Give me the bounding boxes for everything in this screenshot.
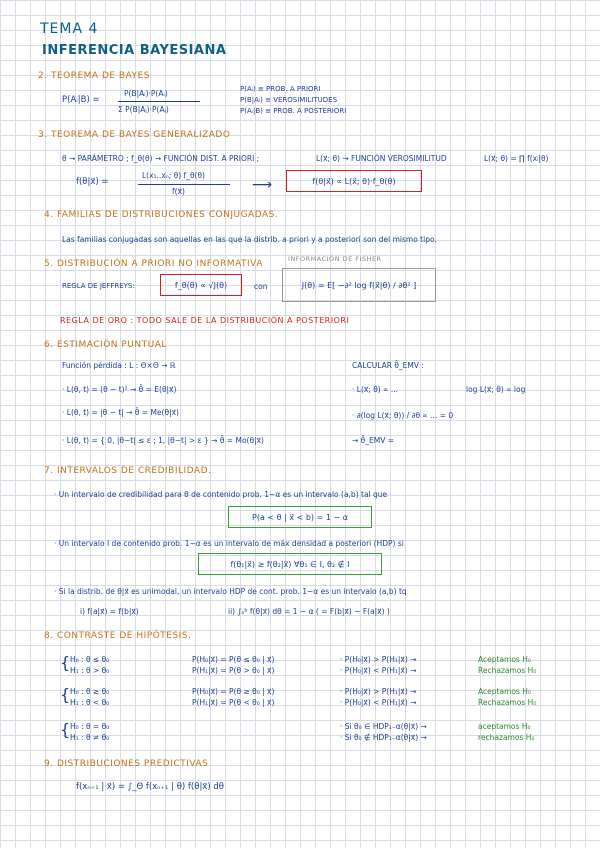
section-8-title: 8. CONTRASTE DE HIPÓTESIS. bbox=[44, 631, 192, 641]
golden-rule: REGLA DE ORO : TODO SALE DE LA DISTRIBUCIÓN A POSTERIORI bbox=[60, 316, 350, 325]
hdp-condition-2: ii) ∫ₐᵇ f(θ|x⃗) dθ = 1 − α ( = F(b|x⃗) − F(a|x⃗) ) bbox=[228, 607, 390, 616]
tema-label: TEMA 4 bbox=[40, 21, 99, 37]
reject-row1: Rechazamos H₀ bbox=[478, 666, 537, 675]
h0-row2: H₀ : θ ≥ θ₀ bbox=[70, 687, 110, 696]
section-2-title: 2. TEOREMA DE BAYES bbox=[38, 71, 150, 81]
bayes-numerator: P(B|Aᵢ)·P(Aᵢ) bbox=[124, 89, 168, 98]
predictive-formula: f(xₙ₊₁ | x⃗) = ∫_Θ f(xₙ₊₁ | θ) f(θ|x⃗) dθ bbox=[76, 782, 224, 792]
emv-derivative: · ∂(log L(x⃗; θ)) / ∂θ ∝ ... = 0 bbox=[352, 411, 454, 420]
loss-absolute: · L(θ, t) = |θ − t| → θ̂ = Me(θ|x⃗) bbox=[62, 408, 179, 417]
accept-row2: Aceptamos H₀ bbox=[478, 687, 531, 696]
jeffreys-box: f_θ(θ) ∝ √J(θ) bbox=[160, 274, 242, 296]
bayes-lhs: P(Aᵢ|B) = bbox=[62, 95, 100, 105]
reject-row3: rechazamos H₀ bbox=[478, 733, 535, 742]
accept-row1: Aceptamos H₀ bbox=[478, 655, 531, 664]
posterior-numerator: L(x₁..xₙ; θ) f_θ(θ) bbox=[142, 171, 205, 180]
rule1-row2: · P(H₀|x⃗) < P(H₁|x⃗) → bbox=[340, 698, 417, 707]
h1-row2: H₁ : θ < θ₀ bbox=[70, 698, 110, 707]
brace-icon: { bbox=[60, 685, 71, 704]
brace-icon: { bbox=[60, 720, 71, 739]
page-title: INFERENCIA BAYESIANA bbox=[42, 43, 227, 58]
fraction-bar bbox=[138, 184, 230, 185]
h1-row3: H₁ : θ ≠ θ₀ bbox=[70, 733, 110, 742]
loss-zero-one: · L(θ, t) = { 0, |θ−t| ≤ ε ; 1, |θ−t| > ε } → θ̂ = Mo(θ|x⃗) bbox=[62, 436, 264, 445]
emv-title: CALCULAR θ̂_EMV : bbox=[352, 361, 424, 370]
note-prior: P(Aᵢ) ≡ PROB. A PRIORI bbox=[240, 85, 321, 93]
emv-likelihood: · L(x⃗; θ) ∝ ... bbox=[352, 385, 399, 394]
credibility-definition: · Un intervalo de credibilidad para θ de contenido prob. 1−α es un intervalo (a,b) tal que bbox=[54, 490, 388, 499]
section-3-title: 3. TEOREMA DE BAYES GENERALIZADO bbox=[38, 130, 231, 140]
loss-function: Función pérdida : L : Θ×Θ → ℝ bbox=[62, 361, 176, 370]
section-4-title: 4. FAMILIAS DE DISTRIBUCIONES CONJUGADAS. bbox=[44, 210, 279, 220]
loss-quadratic: · L(θ, t) = (θ − t)² → θ̂ = E(θ|x⃗) bbox=[62, 385, 177, 394]
bayes-denominator: Σ P(B|Aⱼ)·P(Aⱼ) bbox=[118, 105, 169, 114]
arrow-icon: ⟶ bbox=[252, 177, 273, 193]
credibility-box: P(a < θ | x⃗ < b) = 1 − α bbox=[228, 506, 372, 528]
section-9-title: 9. DISTRIBUCIONES PREDICTIVAS bbox=[44, 759, 209, 769]
conjugate-text: Las familias conjugadas son aquellas en las que la distrib. a priori y a posteriori son del mismo tipo. bbox=[62, 235, 437, 244]
h1-row1: H₁ : θ > θ₀ bbox=[70, 666, 110, 675]
rule0-row2: · P(H₀|x⃗) > P(H₁|x⃗) → bbox=[340, 687, 417, 696]
emv-log-likelihood: log L(x⃗; θ) ∝ log bbox=[466, 385, 526, 394]
posterior-denominator: f(x⃗) bbox=[172, 187, 185, 196]
hdp-box: f(θ₁|x⃗) ≥ f(θ₂|x⃗) ∀θ₁ ∈ I, θ₂ ∉ I bbox=[198, 553, 382, 575]
p0-row2: P(H₀|x⃗) = P(θ ≥ θ₀ | x⃗) bbox=[192, 687, 275, 696]
fisher-information-box: J(θ) = E[ −∂² log f(x⃗|θ) / ∂θ² ] bbox=[282, 268, 436, 302]
p1-row2: P(H₁|x⃗) = P(θ < θ₀ | x⃗) bbox=[192, 698, 275, 707]
h0-row1: H₀ : θ ≤ θ₀ bbox=[70, 655, 110, 664]
jeffreys-label: REGLA DE JEFFREYS: bbox=[62, 282, 135, 290]
rule0-row3: · Si θ₀ ∈ HDP₁₋α(θ|x⃗) → bbox=[340, 722, 427, 731]
section-6-title: 6. ESTIMACIÓN PUNTUAL bbox=[44, 340, 167, 350]
p1-row1: P(H₁|x⃗) = P(θ > θ₀ | x⃗) bbox=[192, 666, 275, 675]
emv-result: → θ̂_EMV = bbox=[352, 436, 395, 445]
hdp-definition: · Un intervalo I de contenido prob. 1−α es un intervalo de máx densidad a posteriori (HDP) si bbox=[54, 539, 404, 548]
rule0-row1: · P(H₀|x⃗) > P(H₁|x⃗) → bbox=[340, 655, 417, 664]
likelihood-product: L(x⃗; θ) = ∏ f(xᵢ|θ) bbox=[484, 154, 549, 163]
posterior-lhs: f(θ|x⃗) = bbox=[76, 177, 109, 187]
rule1-row1: · P(H₀|x⃗) < P(H₁|x⃗) → bbox=[340, 666, 417, 675]
reject-row2: Rechazamos H₀ bbox=[478, 698, 537, 707]
h0-row3: H₀ : θ = θ₀ bbox=[70, 722, 110, 731]
section-7-title: 7. INTERVALOS DE CREDIBILIDAD. bbox=[44, 466, 212, 476]
rule1-row3: · Si θ₀ ∉ HDP₁₋α(θ|x⃗) → bbox=[340, 733, 427, 742]
likelihood-definition: L(x⃗; θ) → FUNCIÓN VEROSIMILITUD bbox=[316, 154, 447, 163]
accept-row3: aceptamos H₀ bbox=[478, 722, 531, 731]
fraction-bar bbox=[118, 101, 200, 102]
note-posterior: P(Aᵢ|B) ≡ PROB. A POSTERIORI bbox=[240, 107, 347, 115]
fisher-annotation: INFORMACIÓN DE FISHER bbox=[288, 255, 382, 263]
note-likelihood: P(B|Aᵢ) ≡ VEROSIMILITUDES bbox=[240, 96, 338, 104]
hdp-condition-1: i) f(a|x⃗) = f(b|x⃗) bbox=[80, 607, 139, 616]
brace-icon: { bbox=[60, 653, 71, 672]
unimodal-text: · Si la distrib. de θ|x⃗ es unimodal, un intervalo HDP de cont. prob. 1−α es un intervalo (a,b) tq bbox=[54, 587, 407, 596]
posterior-proportional-box: f(θ|x⃗) ∝ L(x⃗; θ)·f_θ(θ) bbox=[286, 170, 422, 192]
con-text: con bbox=[254, 282, 268, 291]
p0-row1: P(H₀|x⃗) = P(θ ≤ θ₀ | x⃗) bbox=[192, 655, 275, 664]
generalized-definitions: θ → PARÁMETRO ; f_θ(θ) → FUNCIÓN DIST. A PRIORI ; bbox=[62, 154, 260, 163]
section-5-title: 5. DISTRIBUCIÓN A PRIORI NO INFORMATIVA bbox=[44, 259, 263, 269]
